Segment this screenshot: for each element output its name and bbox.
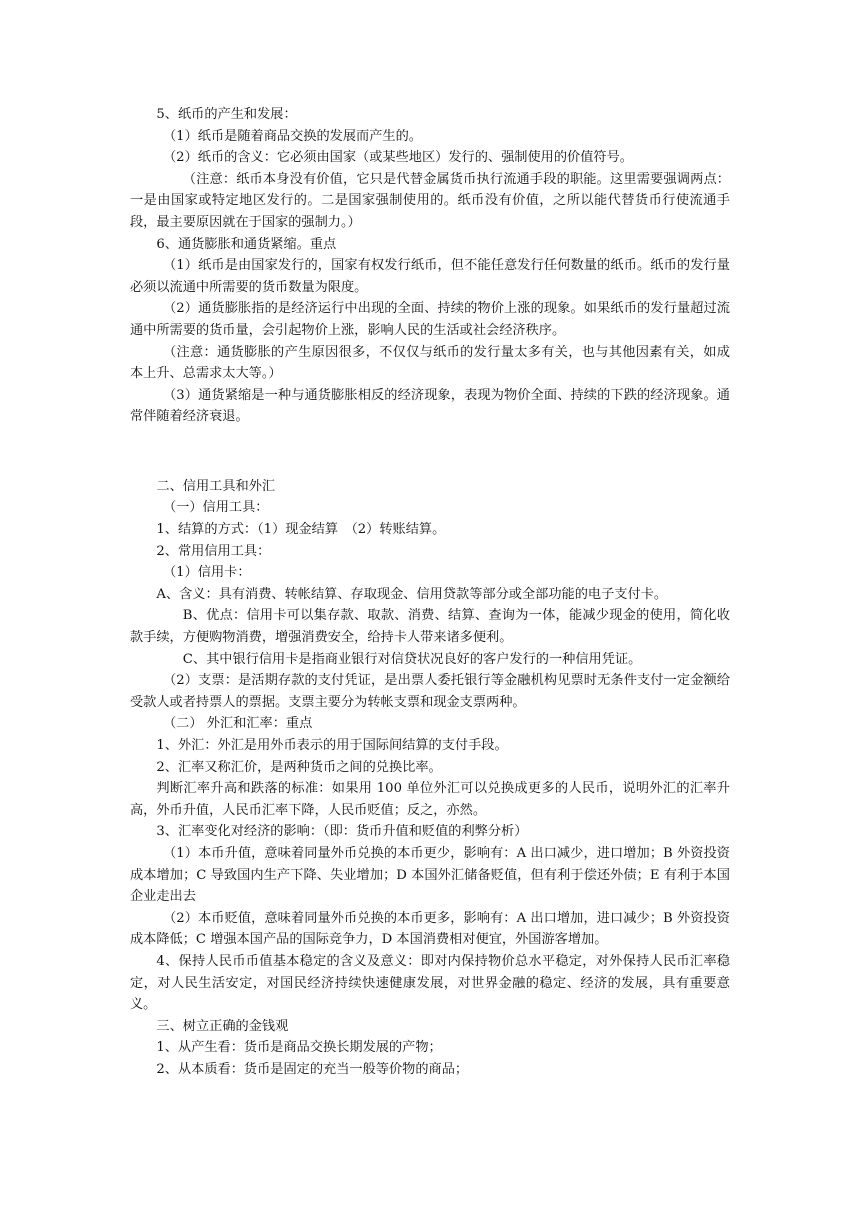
paragraph: 2、汇率又称汇价，是两种货币之间的兑换比率。: [156, 759, 442, 775]
paragraph: （1）纸币是随着商品交换的发展而产生的。: [163, 128, 422, 144]
paragraph: 5、纸币的产生和发展：: [156, 107, 297, 122]
paragraph: B、优点：信用卡可以集存款、取款、消费、结算、查询为一体，能减少现金的使用，简化收款手续，方便购物消费，增强消费安全，给持卡人带来诸多便利。: [130, 608, 730, 646]
paragraph: （3）通货紧缩是一种与通货膨胀相反的经济现象，表现为物价全面、持续的下跌的经济现象。通常伴随着经济衰退。: [130, 387, 730, 425]
paragraph: （2）通货膨胀指的是经济运行中出现的全面、持续的物价上涨的现象。如果纸币的发行量超过流通中所需要的货币量，会引起物价上涨，影响人民的生活或社会经济秩序。: [130, 301, 730, 338]
paragraph: （1）纸币是由国家发行的，国家有权发行纸币，但不能任意发行任何数量的纸币。纸币的发行量必须以流通中所需要的货币数量为限度。: [130, 258, 730, 295]
document-body: [130, 104, 730, 1081]
paragraph: C、其中银行信用卡是指商业银行对信贷状况良好的客户发行的一种信用凭证。: [182, 651, 642, 667]
paragraph: 2、常用信用工具：: [156, 543, 271, 559]
paragraph: 4、保持人民币币值基本稳定的含义及意义：即对内保持物价总水平稳定，对外保持人民币汇率稳定，对人民生活安定，对国民经济持续快速健康发展，对世界金融的稳定、经济的发展，具有重要意义。: [130, 953, 730, 1013]
paragraph: （二） 外汇和汇率：重点: [163, 716, 313, 732]
paragraph: 1、从产生看：货币是商品交换长期发展的产物；: [156, 1040, 442, 1056]
paragraph: （注意：纸币本身没有价值，它只是代替金属货币执行流通手段的职能。这里需要强调两点：一是由国家或特定地区发行的。二是国家强制使用的。纸币没有价值，之所以能代替货币行使流通手段，最主要原因就在于国家的强制力。）: [130, 171, 730, 230]
paragraph: （2）支票：是活期存款的支付凭证，是出票人委托银行等金融机构见票时无条件支付一定金额给受款人或者持票人的票据。支票主要分为转帐支票和现金支票两种。: [130, 673, 730, 710]
paragraph: （一）信用工具：: [163, 500, 269, 516]
paragraph: 6、通货膨胀和通货紧缩。重点: [156, 236, 337, 252]
paragraph: 三、树立正确的金钱观: [156, 1018, 289, 1034]
paragraph: 3、汇率变化对经济的影响：（即：货币升值和贬值的利弊分析）: [156, 824, 528, 840]
blank-line: [130, 441, 730, 463]
paragraph: 1、外汇：外汇是用外币表示的用于国际间结算的支付手段。: [156, 738, 508, 753]
paragraph: （1）信用卡：: [163, 565, 251, 581]
paragraph: （2）纸币的含义：它必须由国家（或某些地区）发行的、强制使用的价值符号。: [163, 150, 633, 166]
paragraph: 二、信用工具和外汇: [156, 478, 276, 494]
paragraph: （1）本币升值，意味着同量外币兑换的本币更少，影响有：A 出口减少，进口增加；B 外资投资成本增加；C 导致国内生产下降、失业增加；D 本国外汇储备贬值，但有利于偿还外债；E 有利于本国企业走出去: [130, 845, 730, 905]
paragraph: （注意：通货膨胀的产生原因很多，不仅仅与纸币的发行量太多有关，也与其他因素有关，如成本上升、总需求太大等。）: [130, 344, 730, 382]
paragraph: 判断汇率升高和跌落的标准：如果用 100 单位外汇可以兑换成更多的人民币，说明外汇的汇率升高，外币升值，人民币汇率下降，人民币贬值；反之，亦然。: [130, 781, 730, 818]
paragraph: 1、结算的方式：（1）现金结算 （2）转账结算。: [156, 522, 446, 538]
paragraph: 2、从本质看：货币是固定的充当一般等价物的商品；: [156, 1061, 469, 1077]
paragraph: （2）本币贬值，意味着同量外币兑换的本币更多，影响有：A 出口增加，进口减少；B 外资投资成本降低；C 增强本国产品的国际竞争力，D 本国消费相对便宜，外国游客增加。: [130, 910, 730, 948]
paragraph: A、含义：具有消费、转帐结算、存取现金、信用贷款等部分或全部功能的电子支付卡。: [156, 586, 668, 602]
